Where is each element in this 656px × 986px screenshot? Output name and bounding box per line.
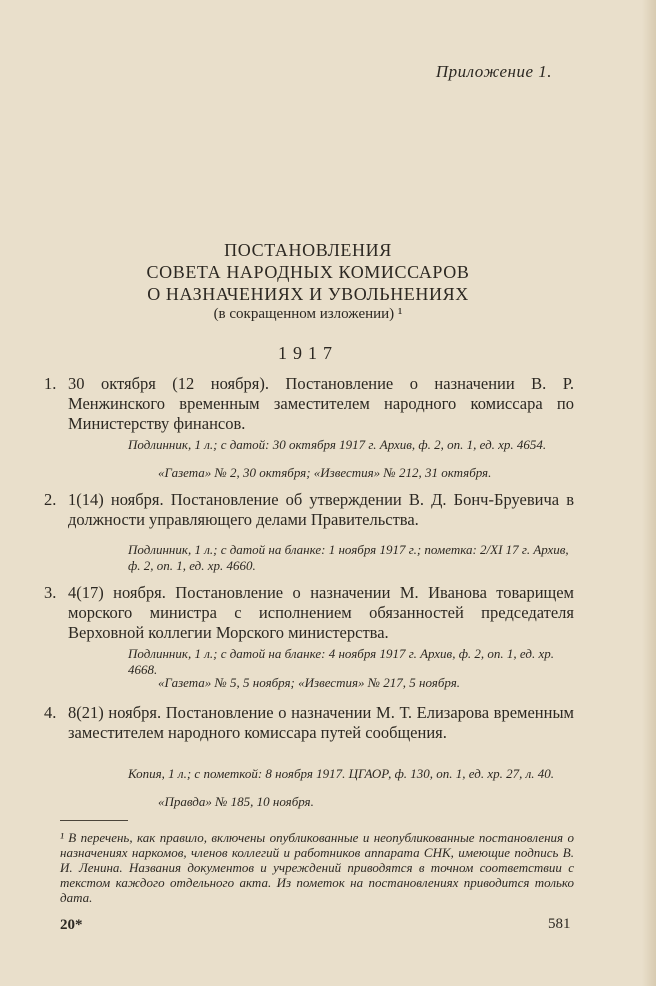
entry-1-publication: «Газета» № 2, 30 октября; «Известия» № 212, 31 октября.: [158, 465, 492, 480]
entry-text: 4(17) ноября. Постановление о назначении М. Иванова товарищем морского министра с исполнением обязанностей председателя Верховной коллегии Морского министерства.: [68, 583, 574, 642]
title-line-3: О НАЗНАЧЕНИЯХ И УВОЛЬНЕНИЯХ: [147, 284, 469, 304]
title-line-2: СОВЕТА НАРОДНЫХ КОМИССАРОВ: [146, 262, 470, 282]
footnote: ¹ В перечень, как правило, включены опубликованные и неопубликованные постановления о назначениях наркомов, членов коллегий и работников аппарата СНК, имеющие подпись В. И. Ленина. Названия документов и учреждений приводятся в точном соответствии с текстом каждого отдельного акта. Из пометок на постановлениях приводится только дата.: [60, 830, 574, 905]
entry-4-publication: «Правда» № 185, 10 ноября.: [158, 794, 314, 809]
entry-2: [44, 490, 574, 530]
title-subtitle: (в сокращенном изложении) ¹: [213, 306, 403, 322]
title-line-1: ПОСТАНОВЛЕНИЯ: [224, 240, 392, 260]
entry-1-source: Подлинник, 1 л.; с датой: 30 октября 1917 г. Архив, ф. 2, оп. 1, ед. хр. 4654.: [128, 437, 547, 452]
entry-number: 4.: [44, 703, 57, 722]
entry-number: 1.: [44, 374, 57, 393]
entry-2-source: Подлинник, 1 л.; с датой на бланке: 1 ноября 1917 г.; пометка: 2/XI 17 г. Архив, ф. 2, оп. 1, ед. хр. 4660.: [128, 542, 569, 573]
entry-1: [44, 374, 574, 434]
entry-4-source: Копия, 1 л.; с пометкой: 8 ноября 1917. ЦГАОР, ф. 130, оп. 1, ед. хр. 27, л. 40.: [128, 766, 555, 781]
appendix-label: Приложение 1.: [435, 62, 552, 81]
year-heading: 1917: [278, 343, 338, 363]
entry-number: 2.: [44, 490, 57, 509]
signature-mark: 20*: [60, 917, 83, 933]
entry-number: 3.: [44, 583, 57, 602]
entry-4: [44, 703, 574, 743]
entry-3: [44, 583, 574, 643]
entry-text: 30 октября (12 ноября). Постановление о назначении В. Р. Менжинского временным заместителем народного комиссара по Министерству финансов.: [68, 374, 574, 433]
page-number: 581: [548, 916, 571, 932]
entry-text: 1(14) ноября. Постановление об утверждении В. Д. Бонч-Бруевича в должности управляющего делами Правительства.: [68, 490, 574, 529]
entry-3-publication: «Газета» № 5, 5 ноября; «Известия» № 217, 5 ноября.: [158, 675, 460, 690]
footnote-divider: [60, 820, 128, 821]
entry-3-source: Подлинник, 1 л.; с датой на бланке: 4 ноября 1917 г. Архив, ф. 2, оп. 1, ед. хр. 4668.: [128, 646, 554, 677]
page-edge: [642, 0, 656, 986]
entry-text: 8(21) ноября. Постановление о назначении М. Т. Елизарова временным заместителем народного комиссара путей сообщения.: [68, 703, 574, 742]
